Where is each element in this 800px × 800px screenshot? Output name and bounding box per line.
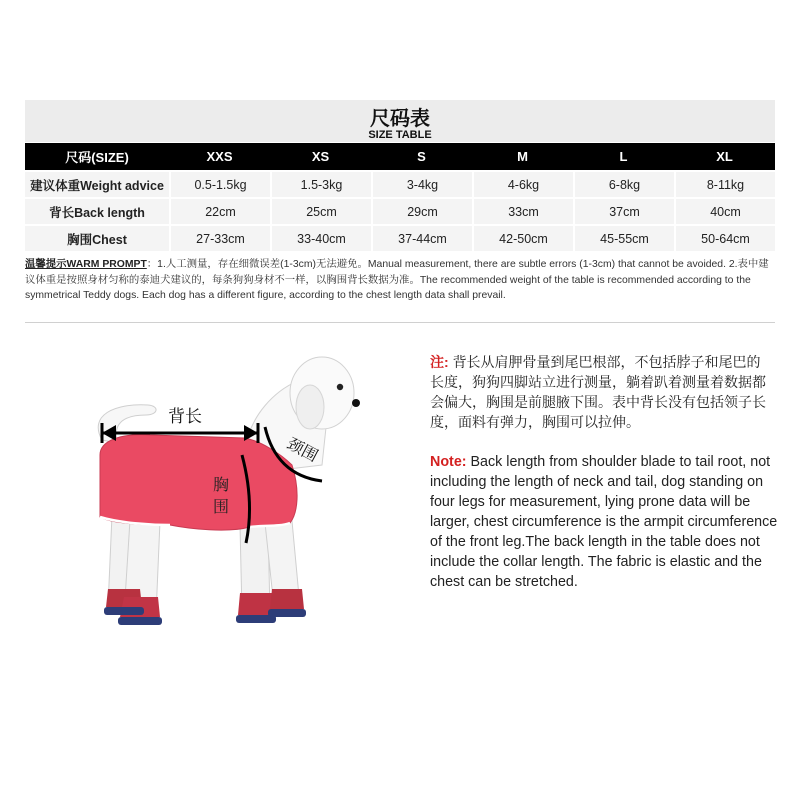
note-text-en: Back length from shoulder blade to tail root, not including the length of neck and tail, dog standing on four legs for measurement, lying prone data will be larger, chest circumference is the armpit circumference of the front leg.The back length in the table does not include the collar length. The fabric is elastic and the chest can be stretched.	[430, 454, 778, 590]
table-cell: 22cm	[169, 197, 270, 224]
header-cell-size: 尺码(SIZE)	[25, 143, 169, 170]
note-chinese	[430, 352, 770, 432]
table-cell: 4-6kg	[472, 170, 573, 197]
table-cell: 45-55cm	[573, 224, 674, 251]
note-label-cn: 注:	[430, 354, 449, 370]
dog-eye	[337, 384, 343, 390]
table-cell: 8-11kg	[674, 170, 775, 197]
table-cell: 29cm	[371, 197, 472, 224]
row-label-chest: 胸围Chest	[25, 224, 169, 251]
row-label-weight: 建议体重Weight advice	[25, 170, 169, 197]
note-label-en: Note:	[430, 454, 467, 470]
header-cell-s: S	[371, 143, 472, 170]
header-cell-m: M	[472, 143, 573, 170]
warm-prompt-label: 温馨提示WARM PROMPT	[25, 259, 147, 270]
header-cell-l: L	[573, 143, 674, 170]
note-text-cn: 背长从肩胛骨量到尾巴根部，不包括脖子和尾巴的长度，狗狗四脚站立进行测量，躺着趴着测量着数据都会偏大，胸围是前腿腋下围。表中背长没有包括领子长度，面料有弹力，胸围可以拉伸。	[430, 354, 766, 430]
table-cell: 50-64cm	[674, 224, 775, 251]
table-cell: 0.5-1.5kg	[169, 170, 270, 197]
header-cell-xl: XL	[674, 143, 775, 170]
table-cell: 42-50cm	[472, 224, 573, 251]
size-table-title: 尺码表	[370, 108, 430, 130]
dog-sock-sole	[104, 607, 144, 615]
chest-label-1: 胸	[213, 475, 230, 494]
dog-sock-sole	[118, 617, 162, 625]
dog-sock-sole	[268, 609, 306, 617]
header-cell-xs: XS	[270, 143, 371, 170]
dog-shirt	[100, 435, 297, 530]
chest-label-2: 围	[213, 497, 230, 516]
warm-prompt	[25, 257, 775, 304]
table-cell: 33cm	[472, 197, 573, 224]
header-cell-xxs: XXS	[169, 143, 270, 170]
divider	[25, 322, 775, 323]
table-row-back-length	[25, 197, 775, 224]
table-cell: 1.5-3kg	[270, 170, 371, 197]
size-table	[25, 143, 775, 251]
table-cell: 33-40cm	[270, 224, 371, 251]
note-english	[430, 452, 780, 592]
table-cell: 40cm	[674, 197, 775, 224]
dog-measurement-diagram	[60, 345, 410, 645]
table-row-chest	[25, 224, 775, 251]
row-label-back-length: 背长Back length	[25, 197, 169, 224]
warm-prompt-text: ：1.人工测量，存在细微误差(1-3cm)无法避免。Manual measurement, there are subtle errors (1-3cm) that cannot be avoided. 2.表中建议体重是按照身材匀称的泰迪犬建议的，每条狗狗身材不一样，以胸围背长数据为准。The recommended weight of the table is recommended according to the symmetrical Teddy dogs. Each dog has a different figure, according to the chest length data shall prevail.	[25, 259, 769, 301]
dog-ear	[296, 385, 324, 429]
table-row-weight	[25, 170, 775, 197]
size-table-subtitle: SIZE TABLE	[368, 129, 432, 141]
dog-sock	[270, 589, 304, 609]
back-length-label: 背长	[168, 407, 202, 427]
neck-label: 颈围	[284, 433, 322, 466]
size-table-header-row	[25, 143, 775, 170]
table-cell: 37-44cm	[371, 224, 472, 251]
table-cell: 6-8kg	[573, 170, 674, 197]
table-cell: 27-33cm	[169, 224, 270, 251]
table-cell: 3-4kg	[371, 170, 472, 197]
table-cell: 37cm	[573, 197, 674, 224]
dog-nose	[352, 399, 360, 407]
table-cell: 25cm	[270, 197, 371, 224]
